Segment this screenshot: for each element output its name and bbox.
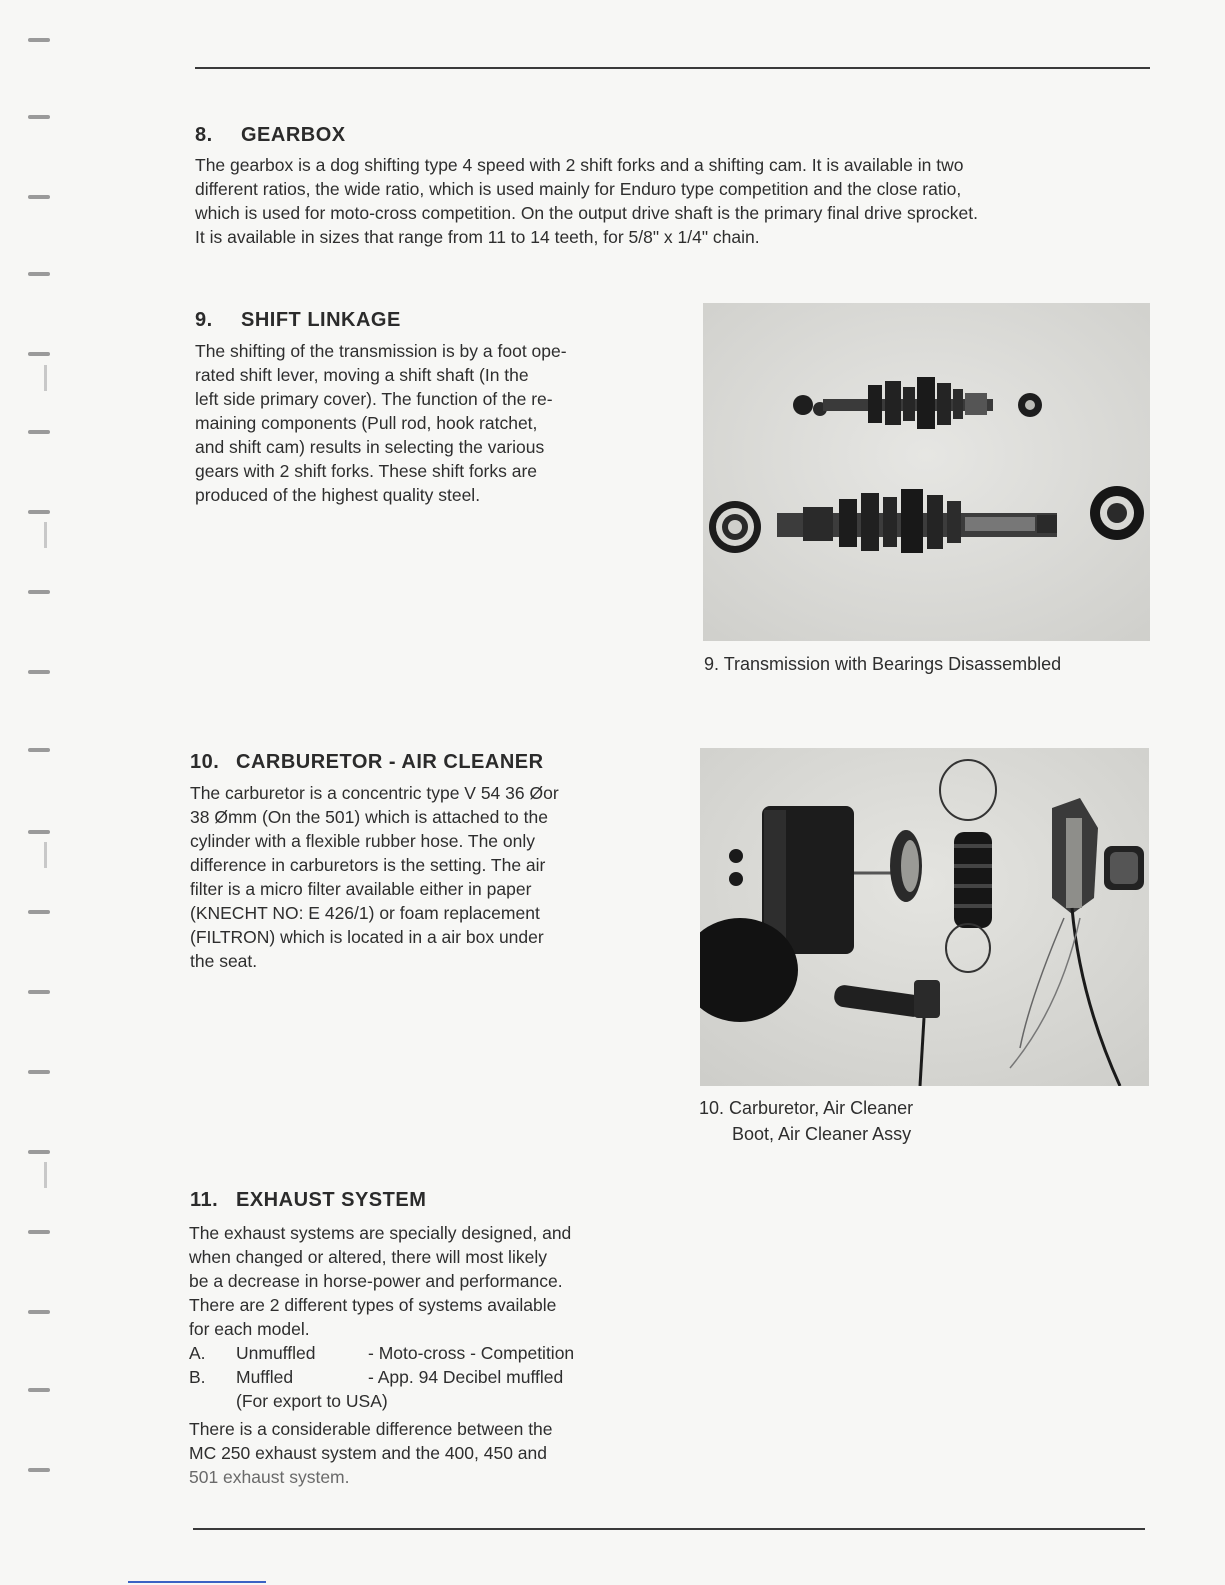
text-line: The gearbox is a dog shifting type 4 speed with 2 shift forks and a shifting cam. It is available in two — [195, 155, 964, 175]
text-line: for each model. — [189, 1319, 310, 1339]
section-title: GEARBOX — [241, 124, 346, 146]
text-line: maining components (Pull rod, hook ratchet, — [195, 413, 538, 433]
text-line: left side primary cover). The function of the re- — [195, 389, 553, 409]
binder-mark — [28, 38, 50, 42]
section-number: 11. — [190, 1189, 219, 1211]
text-line: rated shift lever, moving a shift shaft (In the — [195, 365, 529, 385]
binder-mark — [28, 115, 50, 119]
binder-mark — [28, 510, 50, 514]
text-line: difference in carburetors is the setting. The air — [190, 855, 546, 875]
text-line: be a decrease in horse-power and performance. — [189, 1271, 563, 1291]
gearbox-paragraph — [195, 153, 1155, 249]
text-line: which is used for moto-cross competition. On the output drive shaft is the primary final drive sprocket. — [195, 203, 978, 223]
binder-mark — [28, 990, 50, 994]
text-line: and shift cam) results in selecting the various — [195, 437, 545, 457]
binder-mark — [28, 1310, 50, 1314]
section-title: EXHAUST SYSTEM — [236, 1189, 427, 1211]
carburetor-paragraph — [190, 781, 660, 973]
list-desc: - App. 94 Decibel muffled — [368, 1367, 564, 1387]
text-line: There is a considerable difference between the — [189, 1419, 553, 1439]
binder-mark — [28, 590, 50, 594]
binder-mark — [28, 352, 50, 356]
text-line: It is available in sizes that range from 11 to 14 teeth, for 5/8" x 1/4" chain. — [195, 227, 760, 247]
text-line: cylinder with a flexible rubber hose. The only — [190, 831, 536, 851]
text-line: gears with 2 shift forks. These shift forks are — [195, 461, 538, 481]
text-line: 501 exhaust system. — [189, 1467, 350, 1487]
list-name: Unmuffled — [236, 1343, 316, 1363]
binder-mark — [28, 272, 50, 276]
exhaust-paragraph — [189, 1221, 659, 1341]
binder-margin — [0, 0, 80, 1585]
exhaust-closing-paragraph — [189, 1417, 659, 1489]
text-line: The carburetor is a concentric type V 54 36 Øor — [190, 783, 559, 803]
binder-mark — [44, 1162, 47, 1188]
binder-mark — [28, 670, 50, 674]
section-heading-gearbox — [195, 124, 346, 147]
transmission-photo — [703, 303, 1150, 641]
binder-mark — [28, 748, 50, 752]
bottom-rule — [193, 1528, 1145, 1530]
text-line: produced of the highest quality steel. — [195, 485, 481, 505]
text-line: MC 250 exhaust system and the 400, 450 and — [189, 1443, 548, 1463]
text-line: filter is a micro filter available either in paper — [190, 879, 532, 899]
text-line: when changed or altered, there will most likely — [189, 1247, 547, 1267]
binder-mark — [28, 430, 50, 434]
exhaust-list-item-a — [189, 1341, 574, 1365]
text-line: (FILTRON) which is located in a air box under — [190, 927, 544, 947]
section-number: 10. — [190, 751, 220, 773]
list-letter: B. — [189, 1367, 206, 1387]
exhaust-list-note: (For export to USA) — [236, 1391, 388, 1411]
shift-linkage-paragraph — [195, 339, 665, 507]
text-line: (KNECHT NO: E 426/1) or foam replacement — [190, 903, 540, 923]
binder-mark — [28, 1070, 50, 1074]
binder-mark — [28, 1468, 50, 1472]
binder-mark — [28, 195, 50, 199]
carburetor-photo-caption-line2: Boot, Air Cleaner Assy — [732, 1124, 912, 1144]
section-title: CARBURETOR - AIR CLEANER — [236, 751, 544, 773]
binder-mark — [28, 830, 50, 834]
section-heading-shift-linkage — [195, 309, 401, 332]
section-title: SHIFT LINKAGE — [241, 309, 401, 331]
text-line: 38 Ømm (On the 501) which is attached to the — [190, 807, 548, 827]
text-line: The exhaust systems are specially designed, and — [189, 1223, 572, 1243]
list-desc: - Moto-cross - Competition — [368, 1343, 575, 1363]
section-number: 8. — [195, 124, 213, 146]
list-name: Muffled — [236, 1367, 294, 1387]
section-heading-exhaust — [190, 1189, 426, 1212]
binder-mark — [44, 522, 47, 548]
text-line: different ratios, the wide ratio, which is used mainly for Enduro type competition and the close ratio, — [195, 179, 962, 199]
transmission-photo-caption: 9. Transmission with Bearings Disassembled — [704, 654, 1062, 674]
top-rule — [195, 67, 1150, 69]
exhaust-list-item-b — [189, 1365, 563, 1389]
carburetor-photo — [700, 748, 1149, 1086]
binder-mark — [28, 1150, 50, 1154]
section-number: 9. — [195, 309, 213, 331]
binder-mark — [28, 1230, 50, 1234]
binder-mark — [44, 842, 47, 868]
section-heading-carburetor — [190, 751, 544, 774]
binder-mark — [28, 910, 50, 914]
list-letter: A. — [189, 1343, 206, 1363]
text-line: The shifting of the transmission is by a foot ope- — [195, 341, 567, 361]
text-line: the seat. — [190, 951, 258, 971]
text-line: There are 2 different types of systems available — [189, 1295, 557, 1315]
page-link-underline — [128, 1581, 266, 1583]
binder-mark — [44, 365, 47, 391]
binder-mark — [28, 1388, 50, 1392]
carburetor-photo-caption-line1: 10. Carburetor, Air Cleaner — [699, 1098, 914, 1118]
